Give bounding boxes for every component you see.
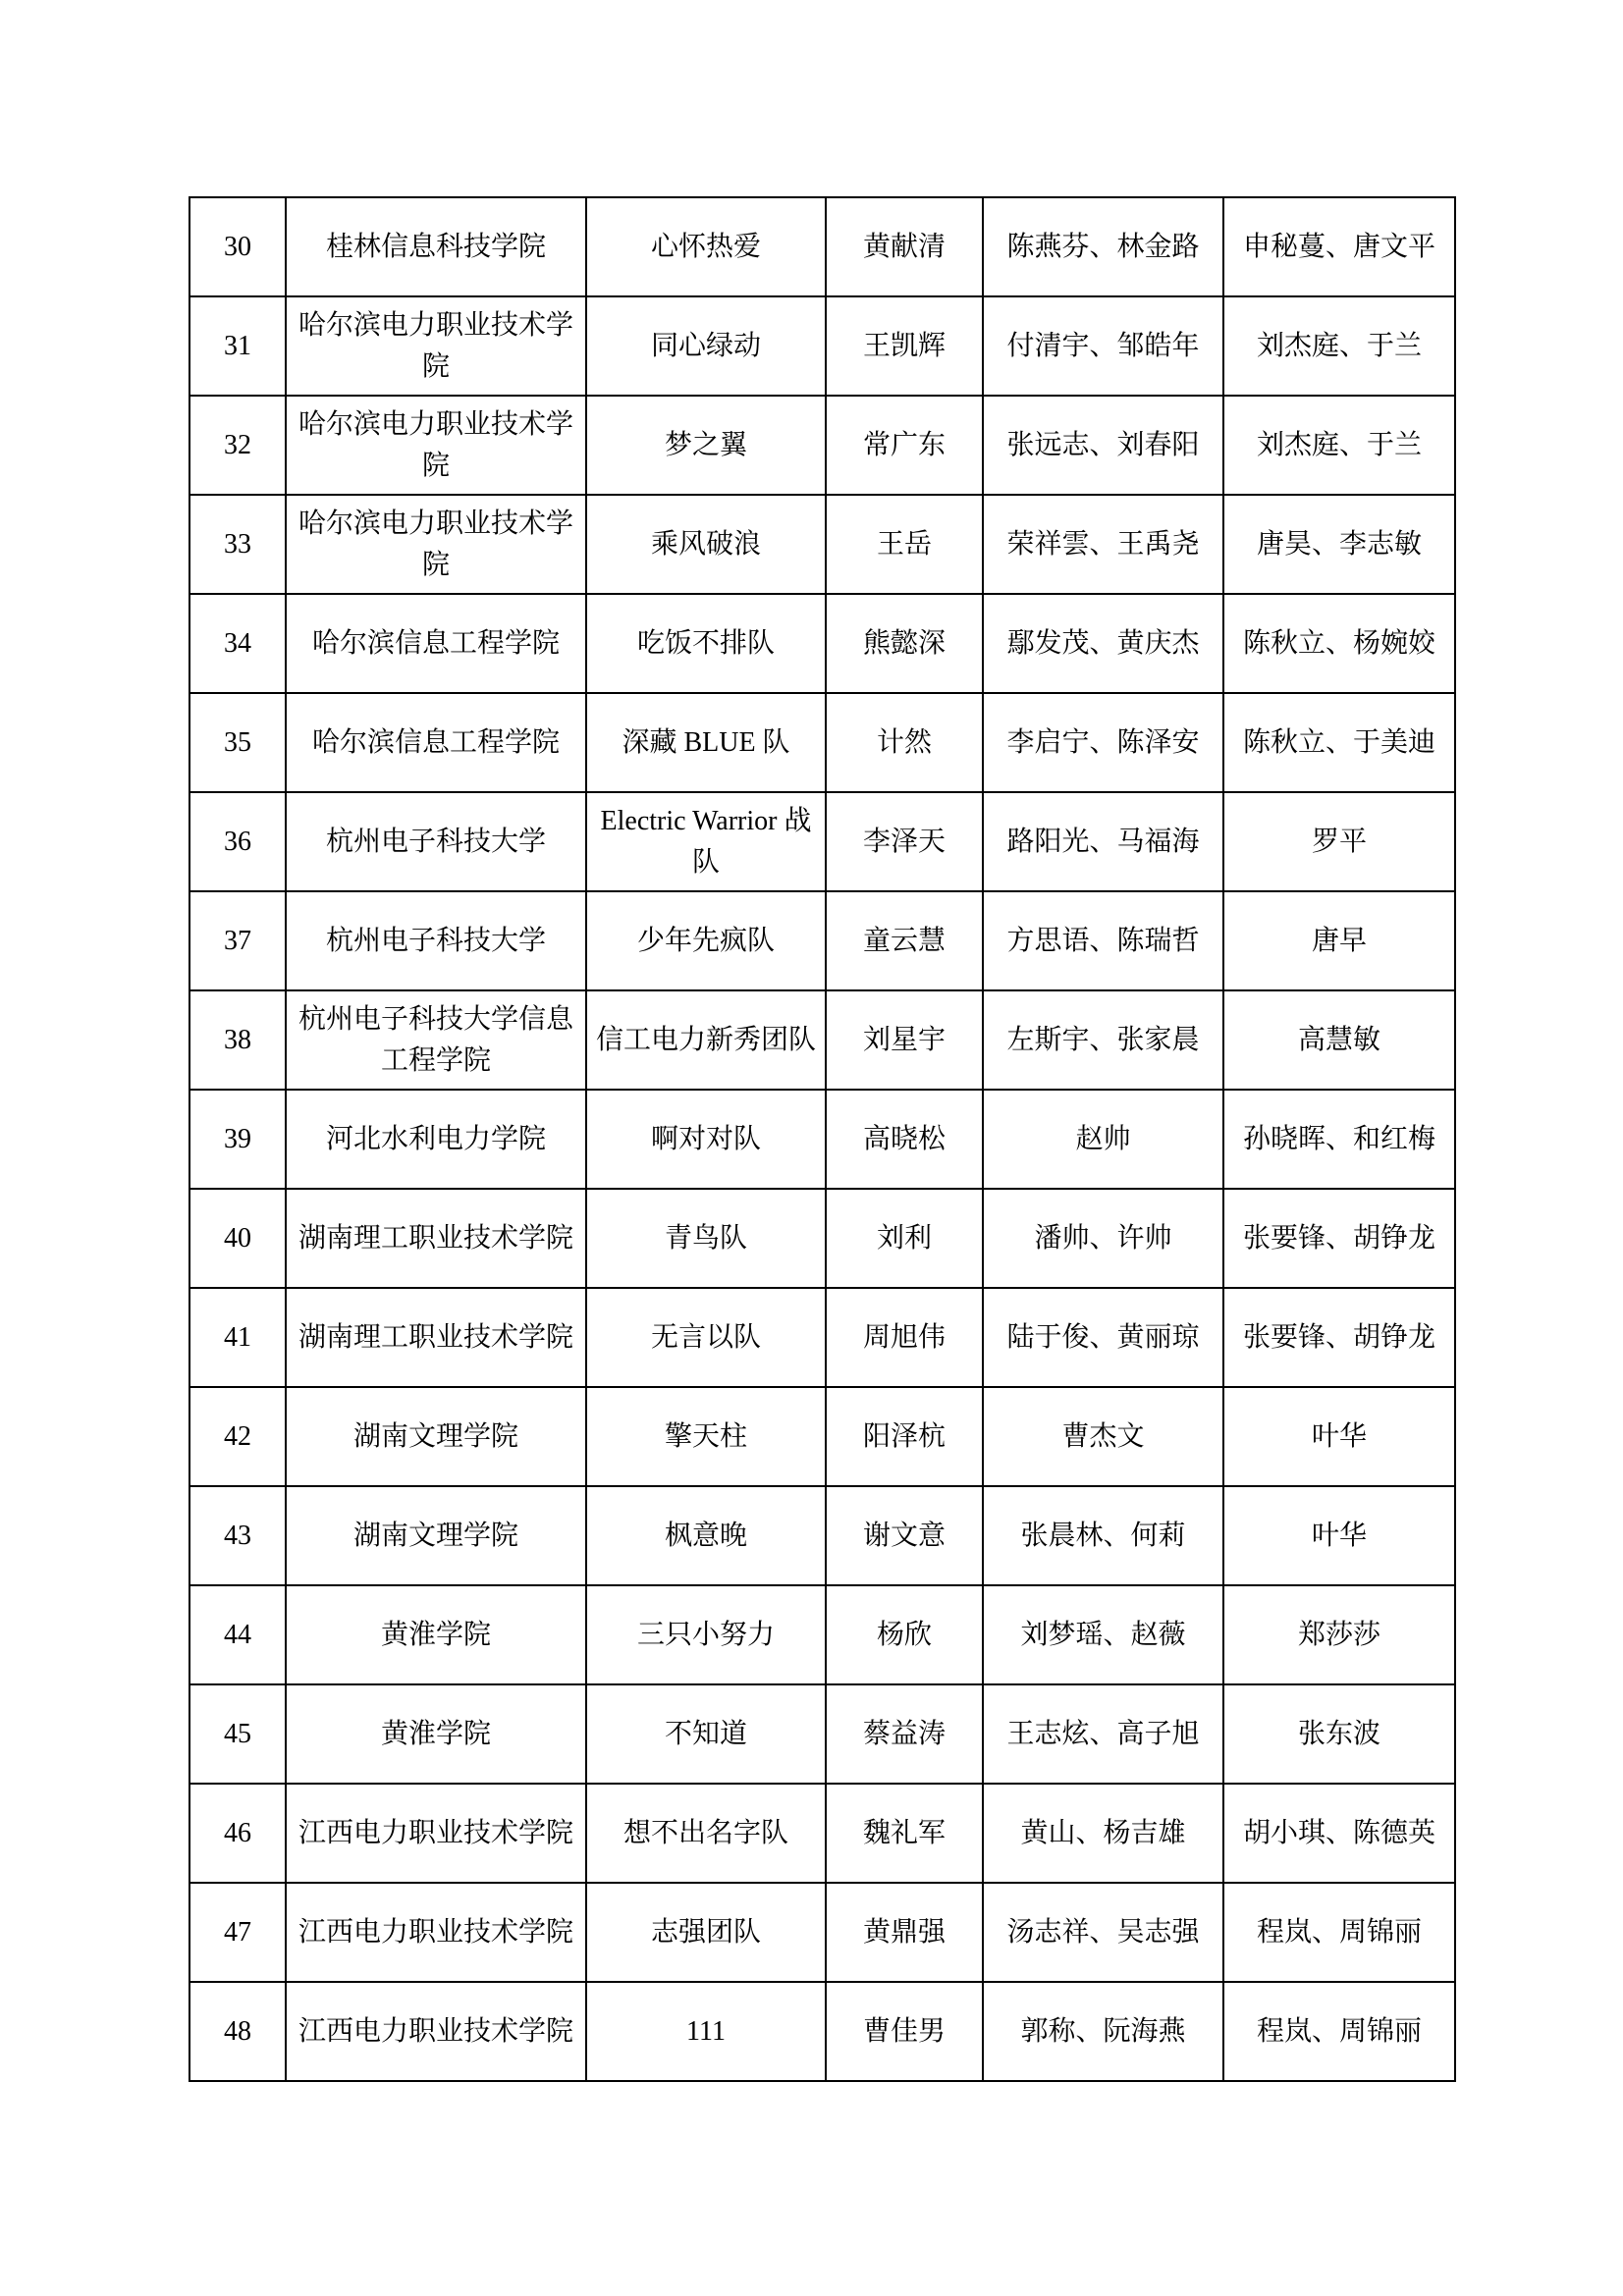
cell-team-name: 青鸟队	[586, 1189, 826, 1288]
table-row	[189, 891, 1455, 990]
cell-team-name: 深藏 BLUE 队	[586, 693, 826, 792]
cell-advisor-names: 胡小琪、陈德英	[1223, 1784, 1455, 1883]
cell-captain-name: 黄鼎强	[826, 1883, 983, 1982]
cell-captain-name: 曹佳男	[826, 1982, 983, 2081]
cell-member-names: 李启宁、陈泽安	[983, 693, 1223, 792]
cell-school-name: 湖南文理学院	[286, 1387, 586, 1486]
table-row	[189, 594, 1455, 693]
cell-team-name: 擎天柱	[586, 1387, 826, 1486]
table-row	[189, 1387, 1455, 1486]
cell-team-name: 乘风破浪	[586, 495, 826, 594]
cell-school-name: 哈尔滨电力职业技术学院	[286, 495, 586, 594]
cell-row-number: 48	[189, 1982, 286, 2081]
cell-captain-name: 王凯辉	[826, 296, 983, 396]
cell-school-name: 湖南文理学院	[286, 1486, 586, 1585]
cell-team-name: 吃饭不排队	[586, 594, 826, 693]
cell-team-name: 无言以队	[586, 1288, 826, 1387]
table-row	[189, 197, 1455, 296]
cell-advisor-names: 叶华	[1223, 1387, 1455, 1486]
table-row	[189, 1189, 1455, 1288]
cell-team-name: 枫意晚	[586, 1486, 826, 1585]
cell-member-names: 曹杰文	[983, 1387, 1223, 1486]
cell-member-names: 刘梦瑶、赵薇	[983, 1585, 1223, 1684]
table-row	[189, 693, 1455, 792]
cell-team-name: 不知道	[586, 1684, 826, 1784]
cell-advisor-names: 唐早	[1223, 891, 1455, 990]
cell-captain-name: 王岳	[826, 495, 983, 594]
cell-member-names: 陈燕芬、林金路	[983, 197, 1223, 296]
cell-school-name: 江西电力职业技术学院	[286, 1982, 586, 2081]
cell-member-names: 潘帅、许帅	[983, 1189, 1223, 1288]
cell-school-name: 哈尔滨信息工程学院	[286, 693, 586, 792]
table-row	[189, 296, 1455, 396]
cell-team-name: 志强团队	[586, 1883, 826, 1982]
cell-team-name: 想不出名字队	[586, 1784, 826, 1883]
cell-row-number: 31	[189, 296, 286, 396]
cell-advisor-names: 陈秋立、杨婉姣	[1223, 594, 1455, 693]
cell-advisor-names: 罗平	[1223, 792, 1455, 891]
table-row	[189, 792, 1455, 891]
cell-captain-name: 常广东	[826, 396, 983, 495]
cell-row-number: 45	[189, 1684, 286, 1784]
cell-advisor-names: 张要锋、胡铮龙	[1223, 1288, 1455, 1387]
cell-school-name: 哈尔滨信息工程学院	[286, 594, 586, 693]
cell-team-name: 111	[586, 1982, 826, 2081]
cell-member-names: 付清宇、邹皓年	[983, 296, 1223, 396]
table-body	[189, 197, 1455, 2081]
cell-row-number: 39	[189, 1090, 286, 1189]
cell-advisor-names: 陈秋立、于美迪	[1223, 693, 1455, 792]
cell-team-name: 同心绿动	[586, 296, 826, 396]
cell-row-number: 44	[189, 1585, 286, 1684]
cell-row-number: 36	[189, 792, 286, 891]
table-row	[189, 495, 1455, 594]
cell-row-number: 42	[189, 1387, 286, 1486]
cell-captain-name: 刘利	[826, 1189, 983, 1288]
cell-school-name: 江西电力职业技术学院	[286, 1784, 586, 1883]
cell-member-names: 赵帅	[983, 1090, 1223, 1189]
cell-member-names: 方思语、陈瑞哲	[983, 891, 1223, 990]
cell-captain-name: 谢文意	[826, 1486, 983, 1585]
cell-captain-name: 高晓松	[826, 1090, 983, 1189]
cell-advisor-names: 高慧敏	[1223, 990, 1455, 1090]
cell-member-names: 张远志、刘春阳	[983, 396, 1223, 495]
cell-row-number: 43	[189, 1486, 286, 1585]
cell-row-number: 47	[189, 1883, 286, 1982]
cell-member-names: 路阳光、马福海	[983, 792, 1223, 891]
cell-captain-name: 刘星宇	[826, 990, 983, 1090]
cell-advisor-names: 张东波	[1223, 1684, 1455, 1784]
cell-member-names: 鄢发茂、黄庆杰	[983, 594, 1223, 693]
table-row	[189, 396, 1455, 495]
cell-advisor-names: 张要锋、胡铮龙	[1223, 1189, 1455, 1288]
cell-row-number: 41	[189, 1288, 286, 1387]
table-row	[189, 1982, 1455, 2081]
teams-table	[189, 196, 1456, 2082]
cell-school-name: 黄淮学院	[286, 1585, 586, 1684]
cell-school-name: 黄淮学院	[286, 1684, 586, 1784]
cell-school-name: 杭州电子科技大学信息工程学院	[286, 990, 586, 1090]
cell-row-number: 32	[189, 396, 286, 495]
cell-captain-name: 周旭伟	[826, 1288, 983, 1387]
cell-advisor-names: 刘杰庭、于兰	[1223, 296, 1455, 396]
cell-captain-name: 熊懿深	[826, 594, 983, 693]
cell-school-name: 桂林信息科技学院	[286, 197, 586, 296]
cell-team-name: 啊对对队	[586, 1090, 826, 1189]
table-row	[189, 1784, 1455, 1883]
cell-captain-name: 黄献清	[826, 197, 983, 296]
table-row	[189, 1486, 1455, 1585]
cell-advisor-names: 郑莎莎	[1223, 1585, 1455, 1684]
cell-team-name: 信工电力新秀团队	[586, 990, 826, 1090]
cell-school-name: 湖南理工职业技术学院	[286, 1189, 586, 1288]
cell-advisor-names: 程岚、周锦丽	[1223, 1982, 1455, 2081]
table-row	[189, 990, 1455, 1090]
cell-row-number: 40	[189, 1189, 286, 1288]
cell-school-name: 杭州电子科技大学	[286, 891, 586, 990]
cell-captain-name: 蔡益涛	[826, 1684, 983, 1784]
cell-member-names: 张晨林、何莉	[983, 1486, 1223, 1585]
cell-advisor-names: 刘杰庭、于兰	[1223, 396, 1455, 495]
cell-member-names: 荣祥雲、王禹尧	[983, 495, 1223, 594]
table-row	[189, 1883, 1455, 1982]
cell-member-names: 黄山、杨吉雄	[983, 1784, 1223, 1883]
cell-advisor-names: 申秘蔓、唐文平	[1223, 197, 1455, 296]
cell-school-name: 河北水利电力学院	[286, 1090, 586, 1189]
cell-member-names: 王志炫、高子旭	[983, 1684, 1223, 1784]
cell-captain-name: 阳泽杭	[826, 1387, 983, 1486]
table-row	[189, 1288, 1455, 1387]
cell-team-name: 梦之翼	[586, 396, 826, 495]
cell-row-number: 33	[189, 495, 286, 594]
cell-row-number: 46	[189, 1784, 286, 1883]
table-row	[189, 1684, 1455, 1784]
cell-school-name: 江西电力职业技术学院	[286, 1883, 586, 1982]
cell-member-names: 陆于俊、黄丽琼	[983, 1288, 1223, 1387]
cell-captain-name: 魏礼军	[826, 1784, 983, 1883]
cell-captain-name: 杨欣	[826, 1585, 983, 1684]
cell-member-names: 汤志祥、吴志强	[983, 1883, 1223, 1982]
cell-captain-name: 计然	[826, 693, 983, 792]
table-row	[189, 1585, 1455, 1684]
cell-school-name: 哈尔滨电力职业技术学院	[286, 396, 586, 495]
cell-captain-name: 李泽天	[826, 792, 983, 891]
cell-advisor-names: 孙晓晖、和红梅	[1223, 1090, 1455, 1189]
cell-school-name: 杭州电子科技大学	[286, 792, 586, 891]
cell-school-name: 湖南理工职业技术学院	[286, 1288, 586, 1387]
cell-captain-name: 童云慧	[826, 891, 983, 990]
cell-team-name: 三只小努力	[586, 1585, 826, 1684]
cell-row-number: 35	[189, 693, 286, 792]
cell-team-name: Electric Warrior 战队	[586, 792, 826, 891]
cell-advisor-names: 程岚、周锦丽	[1223, 1883, 1455, 1982]
table-row	[189, 1090, 1455, 1189]
cell-member-names: 左斯宇、张家晨	[983, 990, 1223, 1090]
cell-row-number: 30	[189, 197, 286, 296]
cell-advisor-names: 唐昊、李志敏	[1223, 495, 1455, 594]
cell-advisor-names: 叶华	[1223, 1486, 1455, 1585]
cell-team-name: 心怀热爱	[586, 197, 826, 296]
cell-row-number: 38	[189, 990, 286, 1090]
cell-member-names: 郭称、阮海燕	[983, 1982, 1223, 2081]
cell-team-name: 少年先疯队	[586, 891, 826, 990]
cell-row-number: 37	[189, 891, 286, 990]
cell-school-name: 哈尔滨电力职业技术学院	[286, 296, 586, 396]
cell-row-number: 34	[189, 594, 286, 693]
